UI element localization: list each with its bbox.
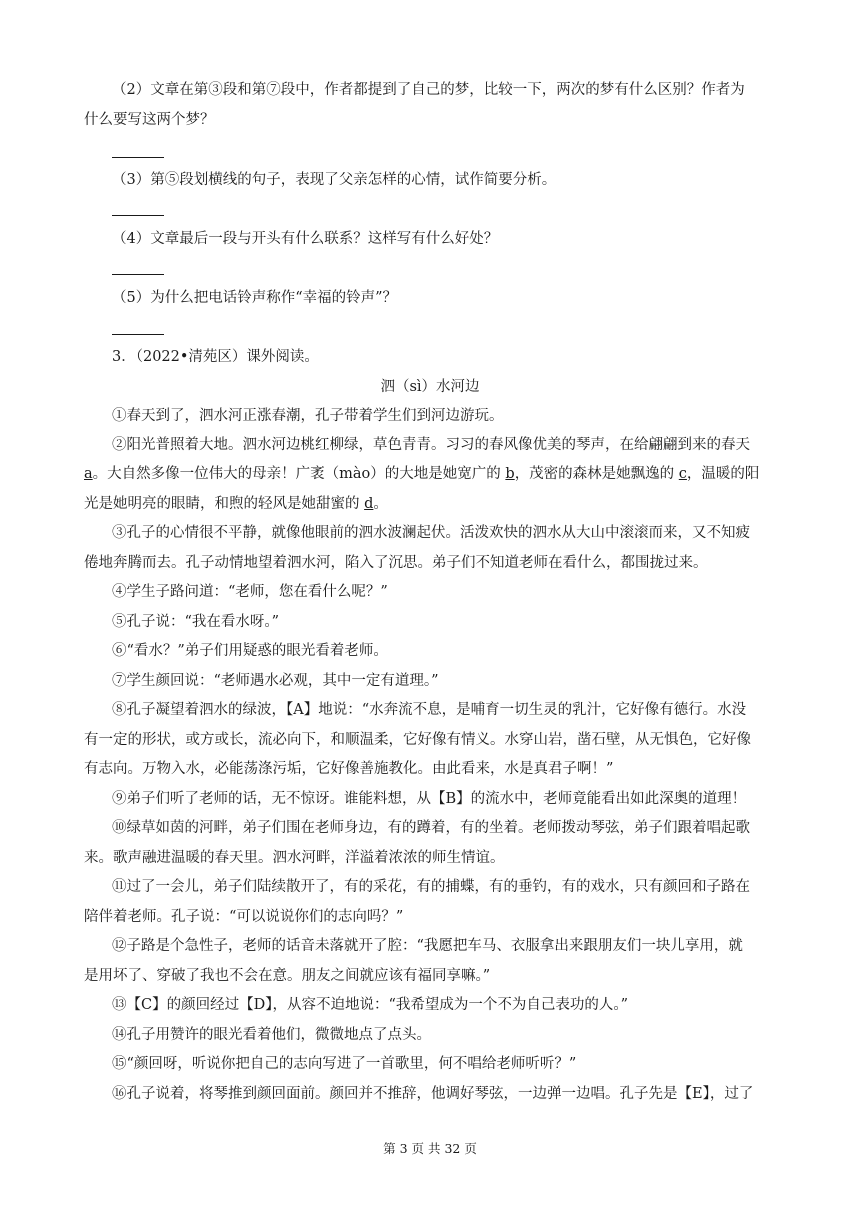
answer-blank-3 <box>112 215 164 216</box>
question-3: （3）第⑤段划横线的句子，表现了父亲怎样的心情，试作简要分析。 <box>112 172 557 188</box>
paragraph-7: ⑦学生颜回说：“老师遇水必观，其中一定有道理。” <box>112 673 439 689</box>
paragraph-2-line-1: ②阳光普照着大地。泗水河边桃红柳绿，草色青青。习习的春风像优美的琴声，在给翩翩到来的春天 <box>112 437 750 453</box>
paragraph-13: ⑬【C】的颜回经过【D】，从容不迫地说：“我希望成为一个不为自己表功的人。” <box>112 997 629 1013</box>
paragraph-12-line-1: ⑫子路是个急性子，老师的话音未落就开了腔：“我愿把车马、衣服拿出来跟朋友们一块儿享用，就 <box>112 938 743 954</box>
paragraph-3-line-1: ③孔子的心情很不平静，就像他眼前的泗水波澜起伏。活泼欢快的泗水从大山中滚滚而来，又不知疲 <box>112 525 750 541</box>
paragraph-15: ⑮“颜回呀，听说你把自己的志向写进了一首歌里，何不唱给老师听听？” <box>112 1056 577 1072</box>
paragraph-12-line-2: 是用坏了、穿破了我也不会在意。朋友之间就应该有福同享嘛。” <box>84 968 491 984</box>
blank-b: b <box>505 466 515 482</box>
blank-a: a <box>84 466 93 482</box>
question-2-line-2: 什么要写这两个梦？ <box>84 112 215 128</box>
question-4: （4）文章最后一段与开头有什么联系？这样写有什么好处？ <box>112 231 499 247</box>
paragraph-10-line-1: ⑩绿草如茵的河畔，弟子们围在老师身边，有的蹲着，有的坐着。老师拨动琴弦，弟子们跟着唱起歌 <box>112 820 750 836</box>
paragraph-8-line-2: 有一定的形状，或方或长，流必向下，和顺温柔，它好像有情义。水穿山岩，凿石壁，从无惧色，它好像 <box>84 732 751 748</box>
paragraph-5: ⑤孔子说：“我在看水呀。” <box>112 614 280 630</box>
paragraph-10-line-2: 来。歌声融进温暖的春天里。泗水河畔，洋溢着浓浓的师生情谊。 <box>84 850 505 866</box>
page-footer: 第 3 页 共 32 页 <box>383 1141 477 1156</box>
answer-blank-2 <box>112 157 164 158</box>
section-3-header: 3．（2022•清苑区）课外阅读。 <box>112 349 319 365</box>
paragraph-8-line-1: ⑧孔子凝望着泗水的绿波，【A】地说：“水奔流不息，是哺育一切生灵的乳汁，它好像有德行。水没 <box>112 702 747 718</box>
question-5: （5）为什么把电话铃声称作“幸福的铃声”？ <box>112 290 398 306</box>
paragraph-8-line-3: 有志向。万物入水，必能荡涤污垢，它好像善施教化。由此看来，水是真君子啊！” <box>84 761 614 777</box>
answer-blank-5 <box>112 334 164 335</box>
paragraph-3-line-2: 倦地奔腾而去。孔子动情地望着泗水河，陷入了沉思。弟子们不知道老师在看什么，都围拢过来。 <box>84 555 708 571</box>
passage-title: 泗（sì）水河边 <box>380 379 480 395</box>
paragraph-1: ①春天到了，泗水河正涨春潮，孔子带着学生们到河边游玩。 <box>112 408 504 424</box>
paragraph-14: ⑭孔子用赞许的眼光看着他们，微微地点了点头。 <box>112 1027 431 1043</box>
paragraph-2-line-2: a。大自然多像一位伟大的母亲！广袤（mào）的大地是她宽广的 b，茂密的森林是她飘逸的 c，温暖的阳 <box>84 466 760 482</box>
paragraph-6: ⑥“看水？”弟子们用疑惑的眼光看着老师。 <box>112 643 388 659</box>
paragraph-16: ⑯孔子说着，将琴推到颜回面前。颜回并不推辞，他调好琴弦，一边弹一边唱。孔子先是【E】，过了 <box>112 1086 754 1102</box>
paragraph-4: ④学生子路问道：“老师，您在看什么呢？” <box>112 584 388 600</box>
answer-blank-4 <box>112 274 164 275</box>
paragraph-11-line-1: ⑪过了一会儿，弟子们陆续散开了，有的采花，有的捕蝶，有的垂钓，有的戏水，只有颜回和子路在 <box>112 879 750 895</box>
blank-c: c <box>678 466 687 482</box>
paragraph-2-line-3: 光是她明亮的眼睛，和煦的轻风是她甜蜜的 d。 <box>84 496 388 512</box>
question-2-line-1: （2）文章在第③段和第⑦段中，作者都提到了自己的梦，比较一下，两次的梦有什么区别？作者为 <box>112 82 745 98</box>
blank-d: d <box>364 496 374 512</box>
paragraph-11-line-2: 陪伴着老师。孔子说：“可以说说你们的志向吗？” <box>84 909 404 925</box>
paragraph-9: ⑨弟子们听了老师的话，无不惊讶。谁能料想，从【B】的流水中，老师竟能看出如此深奥的道理！ <box>112 791 747 807</box>
